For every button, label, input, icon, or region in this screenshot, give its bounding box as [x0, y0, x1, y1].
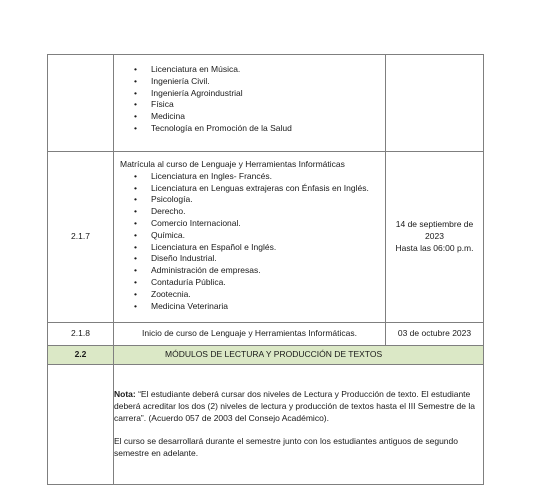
list-item: • Tecnología en Promoción de la Salud: [151, 123, 385, 135]
list-item: • Licenciatura en Ingles- Francés.: [151, 171, 385, 183]
note-label: Nota:: [114, 389, 136, 399]
list-item: • Zootecnia.: [151, 289, 385, 301]
date-cell: 03 de octubre 2023: [386, 323, 484, 346]
date-line: Hasta las 06:00 p.m.: [395, 242, 474, 253]
list-item: • Licenciatura en Música.: [151, 64, 385, 76]
list-item: • Derecho.: [151, 206, 385, 218]
activity-cell: Inicio de curso de Lenguaje y Herramientas Informáticas.: [114, 323, 386, 346]
list-item: • Medicina: [151, 111, 385, 123]
section-title-cell: MÓDULOS DE LECTURA Y PRODUCCIÓN DE TEXTOS: [114, 346, 484, 365]
table-row: [48, 365, 484, 485]
list-item: • Diseño Industrial.: [151, 253, 385, 265]
date-cell: [386, 152, 484, 323]
program-list-cell: [114, 55, 386, 152]
note-paragraph-2: El curso se desarrollará durante el semestre junto con los estudiantes antiguos de segundo semestre en adelante.: [114, 436, 458, 459]
table-row: [48, 55, 484, 152]
date-cell: [386, 55, 484, 152]
list-item: • Psicología.: [151, 194, 385, 206]
list-item: • Ingeniería Civil.: [151, 76, 385, 88]
program-list: [114, 55, 385, 141]
note-text: “El estudiante deberá cursar dos niveles de Lectura y Producción de texto. El estudiante deberá acreditar los dos (2) niveles de lectura y producción de textos hasta el III Semestre de la carrera”. (Acuerdo 057 de 2003 del Consejo Académico).: [114, 389, 475, 423]
list-item: • Ingeniería Agroindustrial: [151, 88, 385, 100]
table-row: [48, 323, 484, 346]
row-number-cell: 2.1.8: [48, 323, 114, 346]
list-item: • Comercio Internacional.: [151, 218, 385, 230]
section-number-cell: 2.2: [48, 346, 114, 365]
note-paragraph: [114, 389, 483, 424]
list-item: • Química.: [151, 230, 385, 242]
list-item: • Licenciatura en Lenguas extrajeras con Énfasis en Inglés.: [151, 183, 385, 195]
section-row: [48, 346, 484, 365]
course-heading: Matrícula al curso de Lenguaje y Herramientas Informáticas: [120, 159, 345, 169]
program-list: [114, 171, 385, 313]
list-item: • Medicina Veterinaria: [151, 301, 385, 313]
date-line: 2023: [425, 231, 444, 242]
row-number-cell: [48, 55, 114, 152]
program-list-cell: [114, 152, 386, 323]
list-item: • Administración de empresas.: [151, 265, 385, 277]
note-cell: [114, 365, 484, 485]
date-line: 14 de septiembre de: [395, 219, 474, 230]
schedule-table: [47, 54, 484, 485]
list-item: • Contaduría Pública.: [151, 277, 385, 289]
row-number-cell: 2.1.7: [48, 152, 114, 323]
table-row: [48, 152, 484, 323]
list-item: • Licenciatura en Español e Inglés.: [151, 242, 385, 254]
row-number-cell: [48, 365, 114, 485]
list-item: • Física: [151, 99, 385, 111]
